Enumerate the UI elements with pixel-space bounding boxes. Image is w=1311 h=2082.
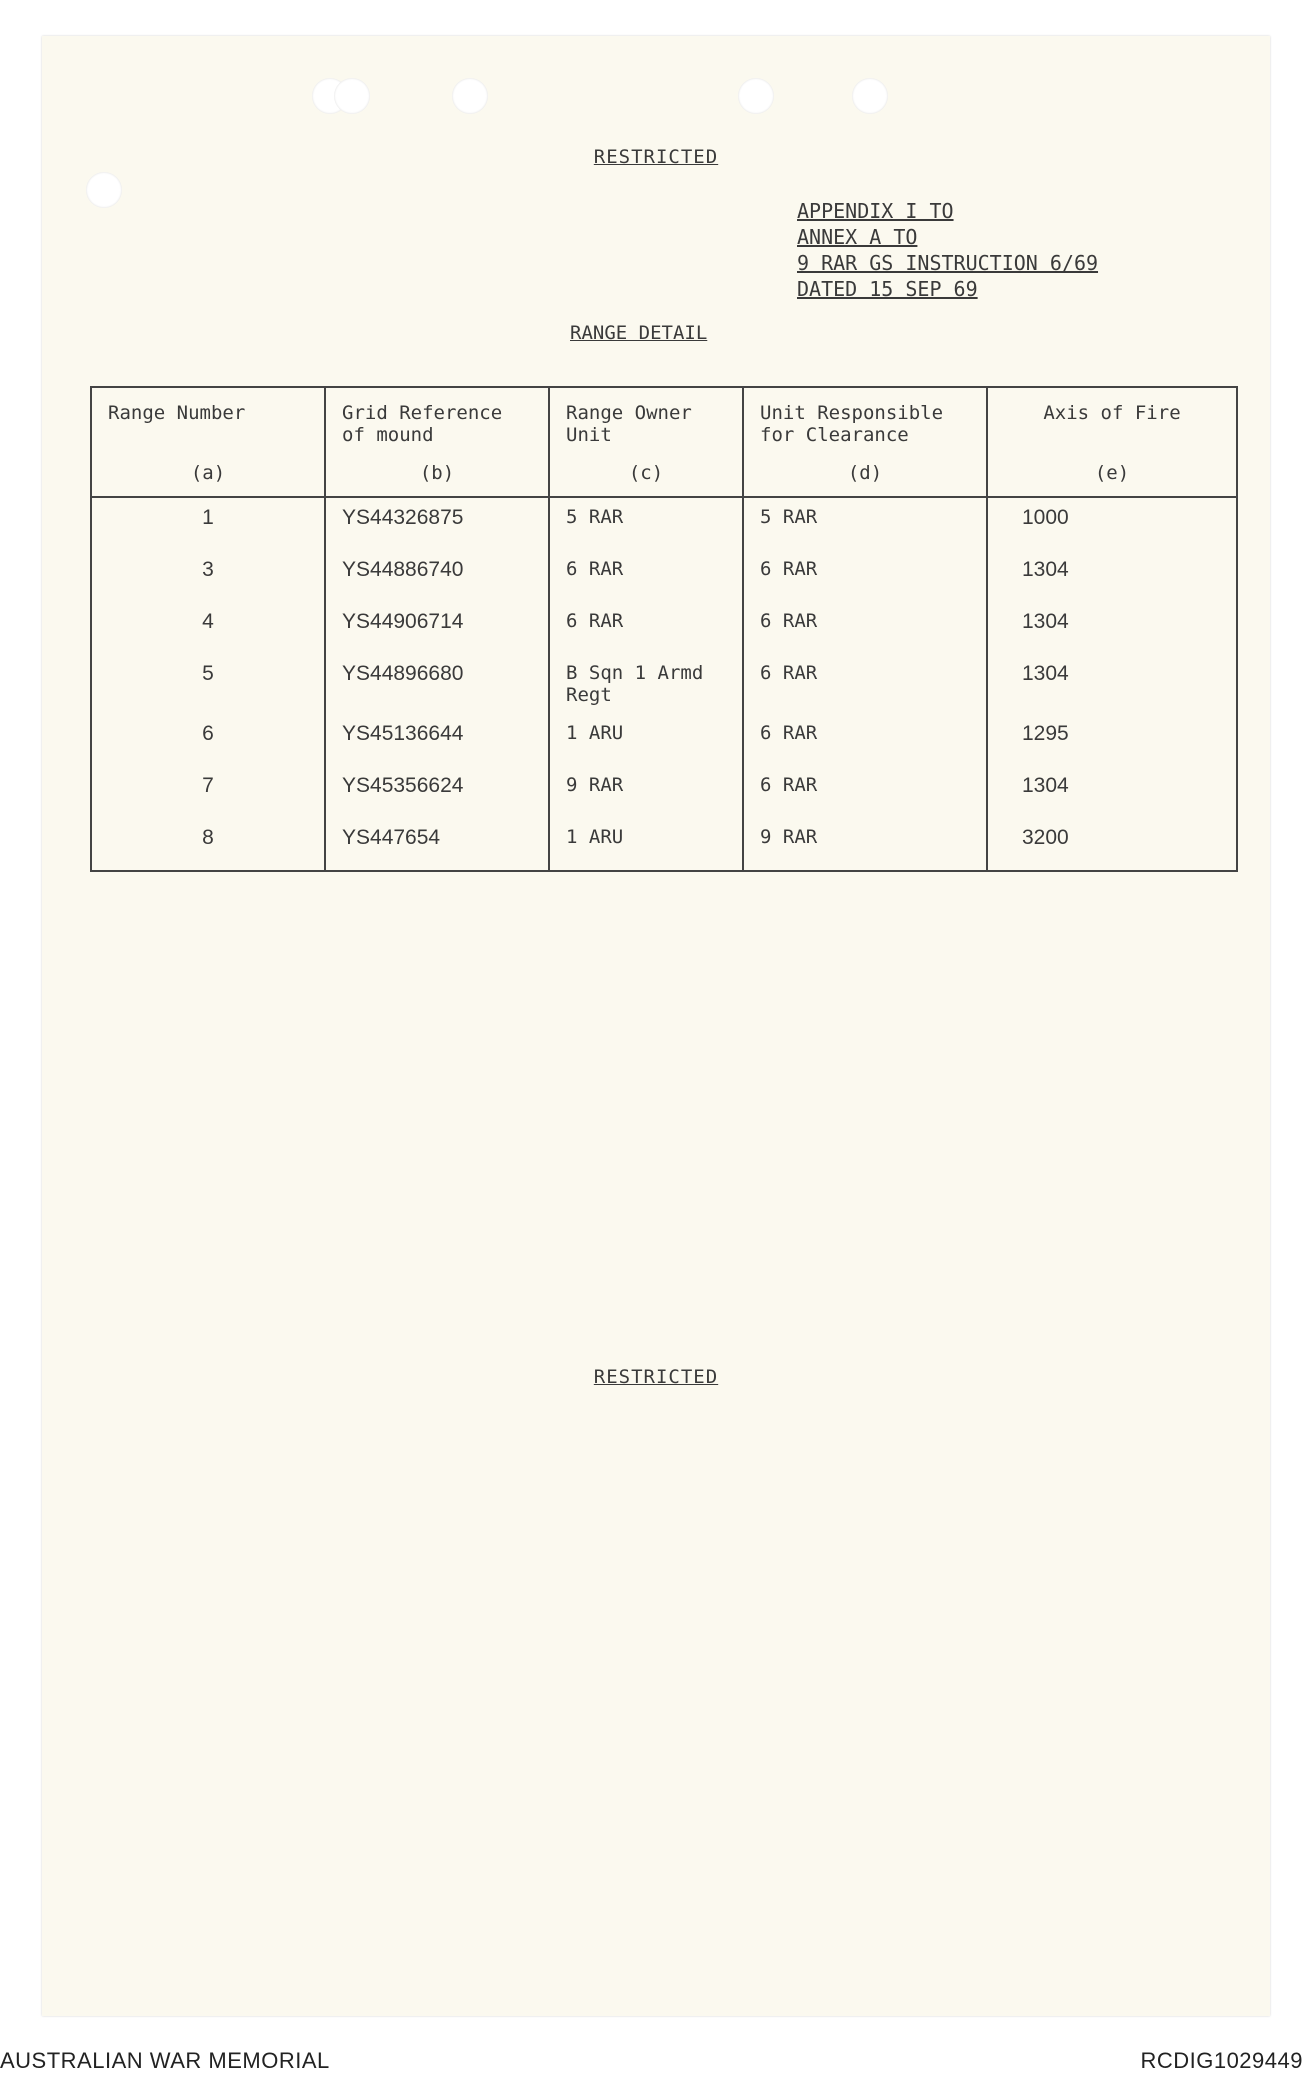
cell-range-owner: 6 RAR bbox=[549, 550, 743, 602]
cell-range-number: 4 bbox=[91, 602, 325, 654]
cell-axis-of-fire: 1304 bbox=[987, 550, 1237, 602]
cell-range-owner: 6 RAR bbox=[549, 602, 743, 654]
cell-axis-of-fire: 1304 bbox=[987, 602, 1237, 654]
document-page bbox=[42, 36, 1270, 2016]
table-header-row bbox=[91, 387, 1237, 497]
table-row bbox=[91, 654, 1237, 714]
punch-hole bbox=[452, 78, 488, 114]
table-row bbox=[91, 766, 1237, 818]
cell-range-owner: 1 ARU bbox=[549, 818, 743, 871]
appendix-line: ANNEX A TO bbox=[797, 225, 918, 249]
cell-range-number: 8 bbox=[91, 818, 325, 871]
cell-unit-responsible: 6 RAR bbox=[743, 766, 987, 818]
archive-credit: AUSTRALIAN WAR MEMORIAL bbox=[0, 2048, 330, 2073]
column-header-axis-of-fire: Axis of Fire (e) bbox=[987, 387, 1237, 497]
range-detail-table bbox=[90, 386, 1238, 872]
appendix-reference bbox=[797, 198, 1098, 302]
cell-range-number: 7 bbox=[91, 766, 325, 818]
cell-range-number: 3 bbox=[91, 550, 325, 602]
cell-grid-reference: YS44326875 bbox=[325, 497, 549, 550]
punch-hole bbox=[334, 78, 370, 114]
cell-grid-reference: YS44886740 bbox=[325, 550, 549, 602]
column-header-grid-reference: Grid Reference of mound (b) bbox=[325, 387, 549, 497]
cell-unit-responsible: 6 RAR bbox=[743, 654, 987, 714]
cell-unit-responsible: 6 RAR bbox=[743, 602, 987, 654]
appendix-line: DATED 15 SEP 69 bbox=[797, 277, 978, 301]
cell-axis-of-fire: 3200 bbox=[987, 818, 1237, 871]
cell-axis-of-fire: 1304 bbox=[987, 654, 1237, 714]
column-header-range-owner: Range Owner Unit (c) bbox=[549, 387, 743, 497]
cell-range-owner: B Sqn 1 Armd Regt bbox=[549, 654, 743, 714]
classification-bottom: RESTRICTED bbox=[593, 1366, 719, 1388]
cell-unit-responsible: 5 RAR bbox=[743, 497, 987, 550]
cell-axis-of-fire: 1000 bbox=[987, 497, 1237, 550]
cell-unit-responsible: 6 RAR bbox=[743, 550, 987, 602]
cell-grid-reference: YS44896680 bbox=[325, 654, 549, 714]
cell-unit-responsible: 9 RAR bbox=[743, 818, 987, 871]
archive-reference: RCDIG1029449 bbox=[1140, 2048, 1303, 2073]
cell-range-number: 1 bbox=[91, 497, 325, 550]
table-row bbox=[91, 714, 1237, 766]
cell-grid-reference: YS45356624 bbox=[325, 766, 549, 818]
punch-hole bbox=[738, 78, 774, 114]
classification-top: RESTRICTED bbox=[593, 146, 719, 168]
cell-grid-reference: YS44906714 bbox=[325, 602, 549, 654]
cell-range-owner: 5 RAR bbox=[549, 497, 743, 550]
table-row bbox=[91, 497, 1237, 550]
cell-grid-reference: YS447654 bbox=[325, 818, 549, 871]
cell-unit-responsible: 6 RAR bbox=[743, 714, 987, 766]
punch-hole bbox=[86, 172, 122, 208]
cell-axis-of-fire: 1304 bbox=[987, 766, 1237, 818]
cell-range-owner: 9 RAR bbox=[549, 766, 743, 818]
table-row bbox=[91, 818, 1237, 871]
appendix-line: 9 RAR GS INSTRUCTION 6/69 bbox=[797, 251, 1099, 275]
appendix-line: APPENDIX I TO bbox=[797, 199, 954, 223]
cell-axis-of-fire: 1295 bbox=[987, 714, 1237, 766]
cell-range-number: 6 bbox=[91, 714, 325, 766]
document-title: RANGE DETAIL bbox=[570, 322, 708, 344]
table-row bbox=[91, 602, 1237, 654]
cell-range-owner: 1 ARU bbox=[549, 714, 743, 766]
cell-range-number: 5 bbox=[91, 654, 325, 714]
column-header-unit-responsible: Unit Responsible for Clearance (d) bbox=[743, 387, 987, 497]
cell-grid-reference: YS45136644 bbox=[325, 714, 549, 766]
column-header-range-number: Range Number (a) bbox=[91, 387, 325, 497]
punch-hole bbox=[852, 78, 888, 114]
table-row bbox=[91, 550, 1237, 602]
